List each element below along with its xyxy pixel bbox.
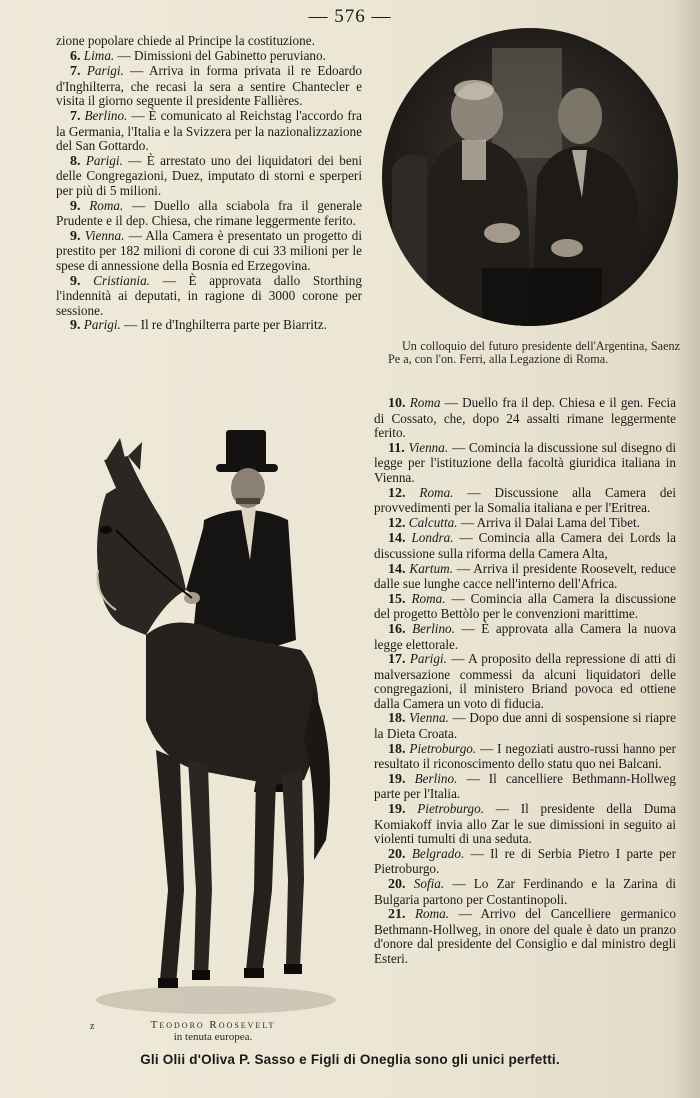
round-photo-caption: Un colloquio del futuro presidente dell'Argentina, Saenz Pe a, con l'on. Ferri, alla Legazione di Roma. [388, 339, 680, 367]
chronicle-entry: 11. Vienna. — Comincia la discussione sul disegno di legge per l'istituzione della facoltà giuridica italiana in Vienna. [374, 439, 676, 485]
chronicle-entry: 20. Sofia. — Lo Zar Ferdinando e la Zarina di Bulgaria partono per Costantinopoli. [374, 876, 677, 907]
chronicle-entry: 19. Berlino. — Il cancelliere Bethmann-Hollweg parte per l'Italia. [374, 770, 676, 802]
chronicle-entry: 18. Vienna. — Dopo due anni di sospensione si riapre la Dieta Croata. [374, 710, 676, 742]
photo-roosevelt-on-horse [76, 420, 338, 1020]
chronicle-entry: 9. Vienna. — Alla Camera è presentato un progetto di prestito per 182 milioni di corone di cui 33 milioni per le spese di annessione della Bosnia ed Erzegovina. [56, 227, 363, 273]
chronicle-entry: 7. Berlino. — È comunicato al Reichstag l'accordo fra la Germania, l'Italia e la Svizzera per la nazionalizzazione del San Gottardo. [56, 107, 362, 154]
chronicle-entry: 10. Roma — Duello fra il dep. Chiesa e il gen. Fecia di Cossato, che, dopo 24 assalti rimane leggermente ferito. [374, 395, 676, 441]
chronicle-entry: 17. Parigi. — A proposito della repressione di atti di malversazione commessi da alcuni liquidatori delle congregazioni, il ministero Briand povoca ed ottiene dalla Camera un voto di fiducia. [374, 651, 676, 711]
chronicle-entry: 9. Cristiania. — È approvata dallo Storthing l'indennità ai deputati, in ragione di 3000 corone per sessione. [56, 272, 362, 318]
caption-subtitle: in tenuta europea. [173, 1030, 253, 1043]
chronicle-entry: 9. Parigi. — Il re d'Inghilterra parte per Biarritz. [70, 317, 327, 334]
chronicle-entry: 19. Pietroburgo. — Il presidente della Duma Komiakoff invia allo Zar le sue dimissioni in seguito ai violenti tumulti di una seduta. [374, 801, 676, 847]
chronicle-entry: 20. Belgrado. — Il re di Serbia Pietro I parte per Pietroburgo. [374, 845, 676, 877]
chronicle-entry: 14. Kartum. — Arriva il presidente Roosevelt, reduce dalle sue lunghe cacce nell'interno dell'Africa. [374, 560, 677, 592]
chronicle-entry: 15. Roma. — Comincia alla Camera la discussione del progetto Bettòlo per le convenzioni marittime. [374, 590, 677, 622]
horse-rider-illustration [76, 420, 338, 1020]
chronicle-entry: zione popolare chiede al Principe la costituzione. [56, 33, 315, 48]
chronicle-entry: 6. Lima. — Dimissioni del Gabinetto peruviano. [70, 47, 326, 64]
left-text-column [56, 34, 362, 334]
chronicle-entry: 12. Calcutta. — Arriva il Dalai Lama del Tibet. [388, 514, 640, 531]
page-number: — 576 — [308, 6, 392, 27]
chronicle-entry: 18. Pietroburgo. — I negoziati austro-russi hanno per resultato il riconoscimento dello statu quo nei Balcani. [374, 740, 677, 772]
right-text-column [374, 396, 676, 967]
chronicle-entry: 8. Parigi. — È arrestato uno dei liquidatori dei beni delle Congregazioni, Duez, imputato di storni e sperperi per più di 5 milioni. [56, 152, 362, 198]
horse-photo-caption [70, 1020, 356, 1043]
chronicle-entry: 21. Roma. — Arrivo del Cancelliere germanico Bethmann-Hollweg, in onore del quale è dato un pranzo d'onore dal presidente del Consiglio e dal ministro degli Esteri. [374, 906, 676, 966]
chronicle-entry: 12. Roma. — Discussione alla Camera dei provvedimenti per la Somalia italiana e per l'Eritrea. [374, 484, 676, 516]
chronicle-entry: 14. Londra. — Comincia alla Camera dei Lords la discussione sulla riforma della Camera Alta, [374, 530, 676, 561]
chronicle-entry: 9. Roma. — Duello alla sciabola fra il generale Prudente e il dep. Chiesa, che rimane leggermente ferito. [56, 197, 362, 229]
chronicle-entry: 16. Berlino. — È approvata alla Camera la nuova legge elettorale. [374, 620, 676, 652]
caption-mark: z [90, 1021, 95, 1032]
caption-name: Teodoro Roosevelt [150, 1019, 276, 1031]
chronicle-entry: 7. Parigi. — Arriva in forma privata il re Edoardo d'Inghilterra, che recasi la sera a sentire Chantecler e visita il giorno seguente il presidente Fallières. [56, 63, 363, 109]
round-photo-colloquio [382, 28, 678, 326]
photo-illustration [382, 28, 678, 326]
advertisement-footer: Gli Olii d'Oliva P. Sasso e Figli di Oneglia sono gli unici perfetti. [140, 1052, 560, 1067]
